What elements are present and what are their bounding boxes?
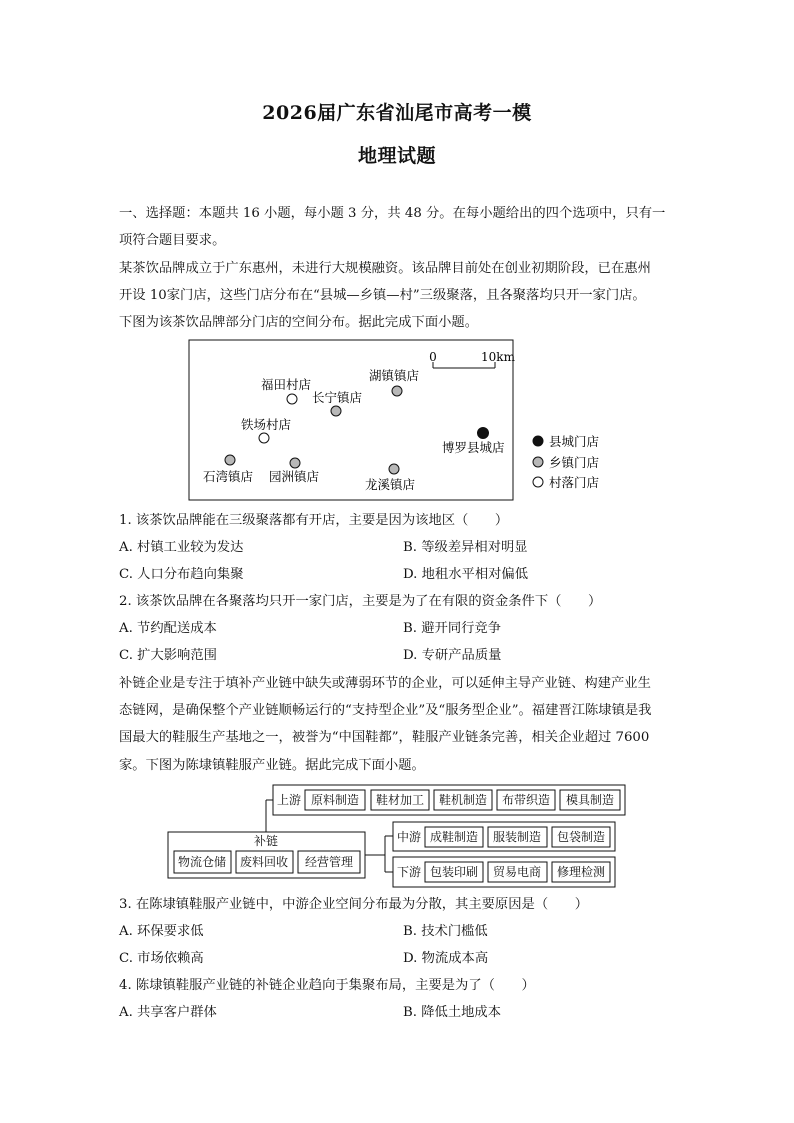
- q1-option-b: B. 等级差异相对明显: [403, 540, 528, 555]
- store-label: 石湾镇店: [203, 469, 254, 484]
- passage2-line3: 国最大的鞋服生产基地之一，被誉为“中国鞋都”，鞋服产业链条完善，相关企业超过 7600: [119, 730, 650, 745]
- q1-option-a: A. 村镇工业较为发达: [119, 540, 244, 555]
- upstream-item: 模具制造: [565, 793, 615, 807]
- store-label: 湖镇镇店: [369, 368, 420, 383]
- section-intro-line2: 项符合题目要求。: [119, 233, 226, 248]
- midstream-item: 包袋制造: [556, 830, 606, 844]
- q4-option-a: A. 共享客户群体: [119, 1005, 217, 1020]
- passage2-line2: 态链网，是确保整个产业链顺畅运行的“支持型企业”及“服务型企业”。福建晋江陈埭镇是我: [119, 703, 652, 718]
- q3-option-d: D. 物流成本高: [403, 951, 489, 966]
- buchain-item: 经营管理: [304, 855, 354, 869]
- downstream-item: 修理检测: [556, 865, 606, 879]
- store-label: 博罗县城店: [442, 440, 505, 455]
- q2-option-b: B. 避开同行竞争: [403, 621, 502, 636]
- upstream-item: 原料制造: [310, 793, 360, 807]
- q1-option-d: D. 地租水平相对偏低: [403, 567, 529, 582]
- q4-option-b: B. 降低土地成本: [403, 1005, 502, 1020]
- exam-subtitle: 地理试题: [357, 145, 436, 167]
- midstream-label: 中游: [396, 830, 422, 844]
- scale-end: 10km: [481, 350, 515, 364]
- q3-option-b: B. 技术门槛低: [403, 924, 488, 939]
- legend-town-marker: [533, 457, 543, 467]
- passage1-line1: 某茶饮品牌成立于广东惠州，未进行大规模融资。该品牌目前处在创业初期阶段，已在惠州: [119, 261, 651, 276]
- store-label: 福田村店: [261, 377, 312, 392]
- section-intro-line1: 一、选择题：本题共 16 小题，每小题 3 分，共 48 分。在每小题给出的四个选项中，只有一: [119, 206, 666, 221]
- legend-village: 村落门店: [549, 475, 600, 490]
- upstream-label: 上游: [276, 793, 302, 807]
- midstream-item: 成鞋制造: [429, 830, 479, 844]
- map-legend: [533, 434, 599, 490]
- passage1-line3: 下图为该茶饮品牌部分门店的空间分布。据此完成下面小题。: [119, 315, 479, 330]
- upstream-item: 布带织造: [501, 793, 551, 807]
- downstream-label: 下游: [396, 865, 422, 879]
- buchain-item: 废料回收: [239, 855, 289, 869]
- q3-option-a: A. 环保要求低: [119, 924, 204, 939]
- legend-town: 乡镇门店: [549, 455, 600, 470]
- legend-county: 县城门店: [549, 434, 600, 449]
- passage2-line4: 家。下图为陈埭镇鞋服产业链。据此完成下面小题。: [119, 758, 425, 773]
- downstream-item: 贸易电商: [492, 865, 542, 879]
- scale-zero: 0: [429, 350, 437, 364]
- q1-option-c: C. 人口分布趋向集聚: [119, 567, 244, 582]
- legend-village-marker: [533, 477, 543, 487]
- q2-option-a: A. 节约配送成本: [119, 621, 217, 636]
- q3-stem: 3. 在陈埭镇鞋服产业链中，中游企业空间分布最为分散，其主要原因是（ ）: [119, 897, 589, 912]
- q2-option-c: C. 扩大影响范围: [119, 648, 217, 663]
- q4-stem: 4. 陈埭镇鞋服产业链的补链企业趋向于集聚布局，主要是为了（ ）: [119, 978, 535, 993]
- store-label: 龙溪镇店: [365, 477, 416, 492]
- q1-stem: 1. 该茶饮品牌能在三级聚落都有开店，主要是因为该地区（ ）: [119, 513, 509, 528]
- industry-chain-diagram: [160, 780, 630, 892]
- upstream-item: 鞋机制造: [438, 793, 488, 807]
- buchain-label: 补链: [253, 834, 279, 848]
- buchain-item: 物流仓储: [177, 855, 227, 869]
- upstream-item: 鞋材加工: [375, 793, 425, 807]
- store-label: 铁场村店: [241, 417, 292, 432]
- store-label: 长宁镇店: [312, 390, 363, 405]
- passage2-line1: 补链企业是专注于填补产业链中缺失或薄弱环节的企业，可以延伸主导产业链、构建产业生: [119, 676, 651, 691]
- legend-county-marker: [533, 436, 543, 446]
- q2-option-d: D. 专研产品质量: [403, 648, 502, 663]
- midstream-item: 服装制造: [492, 830, 542, 844]
- passage1-line2: 开设 10家门店，这些门店分布在“县城—乡镇—村”三级聚落，且各聚落均只开一家门店。: [119, 288, 646, 303]
- q3-option-c: C. 市场依赖高: [119, 951, 204, 966]
- store-label: 园洲镇店: [269, 469, 320, 484]
- store-map: [180, 335, 620, 505]
- q2-stem: 2. 该茶饮品牌在各聚落均只开一家门店，主要是为了在有限的资金条件下（ ）: [119, 594, 602, 609]
- downstream-item: 包装印刷: [429, 865, 479, 879]
- exam-title: 2026届广东省汕尾市高考一模: [262, 102, 532, 124]
